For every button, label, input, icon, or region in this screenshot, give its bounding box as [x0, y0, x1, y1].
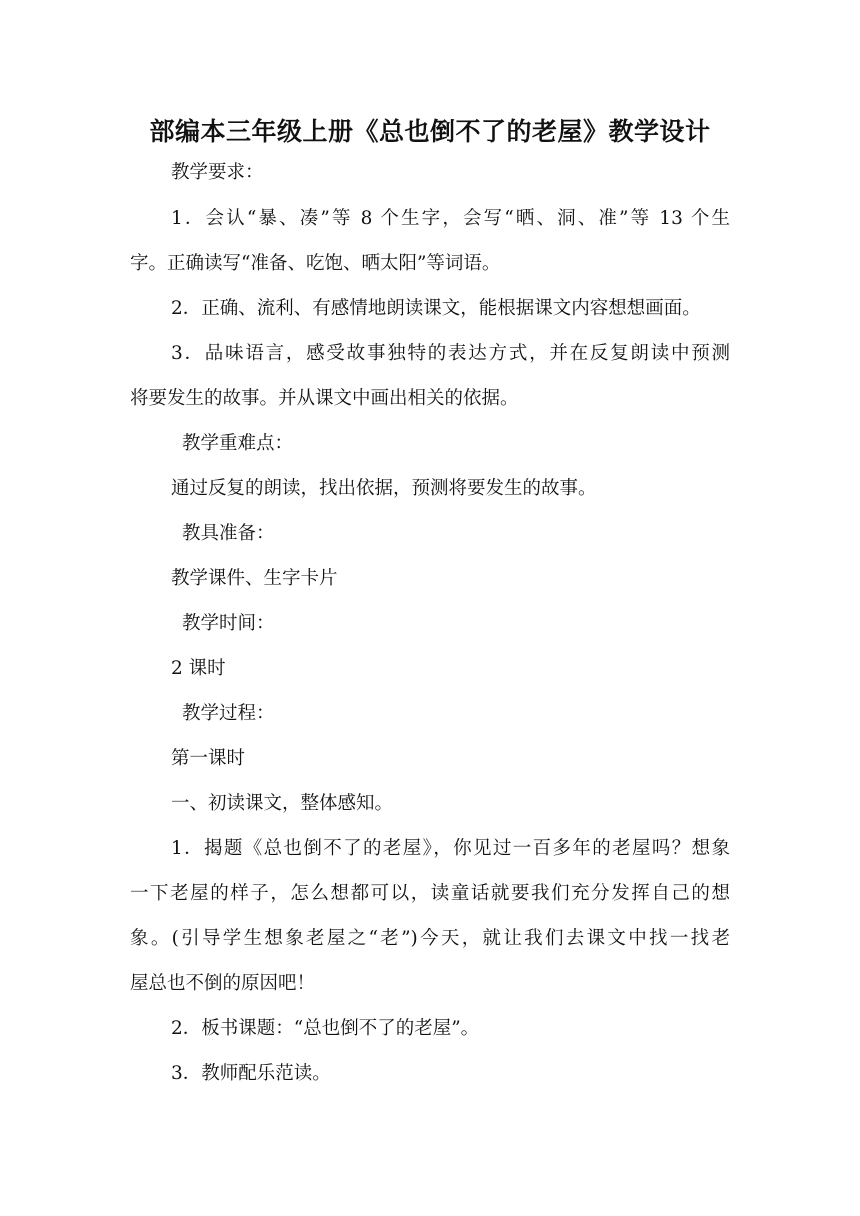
step-one-item-2: 2．板书课题：“总也倒不了的老屋”。 [171, 1018, 480, 1039]
key-points-text: 通过反复的朗读，找出依据，预测将要发生的故事。 [171, 478, 597, 499]
requirement-3-line-2: 将要发生的故事。并从课文中画出相关的依据。 [130, 388, 519, 409]
section-heading-materials: 教具准备： [182, 523, 275, 544]
step-one-item-1-line-1: 1．揭题《总也倒不了的老屋》，你见过一百多年的老屋吗？想象 [171, 838, 730, 859]
requirement-1-line-2: 字。正确读写“准备、吃饱、晒太阳”等词语。 [130, 253, 501, 274]
step-one-item-1-line-3: 象。(引导学生想象老屋之“老”)今天，就让我们去课文中找一找老 [130, 928, 730, 949]
requirement-2: 2．正确、流利、有感情地朗读课文，能根据课文内容想想画面。 [171, 298, 701, 319]
section-heading-time: 教学时间： [182, 613, 275, 634]
step-one-item-1-line-2: 一下老屋的样子，怎么想都可以，读童话就要我们充分发挥自己的想 [130, 883, 730, 904]
time-text: 2 课时 [171, 658, 226, 679]
step-one-item-1-line-4: 屋总也不倒的原因吧！ [130, 973, 316, 994]
page-title: 部编本三年级上册《总也倒不了的老屋》教学设计 [149, 117, 711, 146]
section-heading-requirements: 教学要求： [171, 162, 264, 183]
requirement-3-line-1: 3．品味语言，感受故事独特的表达方式，并在反复朗读中预测 [171, 343, 730, 364]
section-heading-key-points: 教学重难点： [182, 433, 294, 454]
materials-text: 教学课件、生字卡片 [171, 568, 338, 589]
lesson-one-heading: 第一课时 [171, 748, 246, 769]
step-one-item-3: 3．教师配乐范读。 [171, 1063, 331, 1084]
section-heading-process: 教学过程： [182, 703, 275, 724]
requirement-1-line-1: 1．会认“暴、凑”等 8 个生字，会写“晒、洞、准”等 13 个生 [171, 208, 730, 229]
step-one-heading: 一、初读课文，整体感知。 [171, 793, 394, 814]
